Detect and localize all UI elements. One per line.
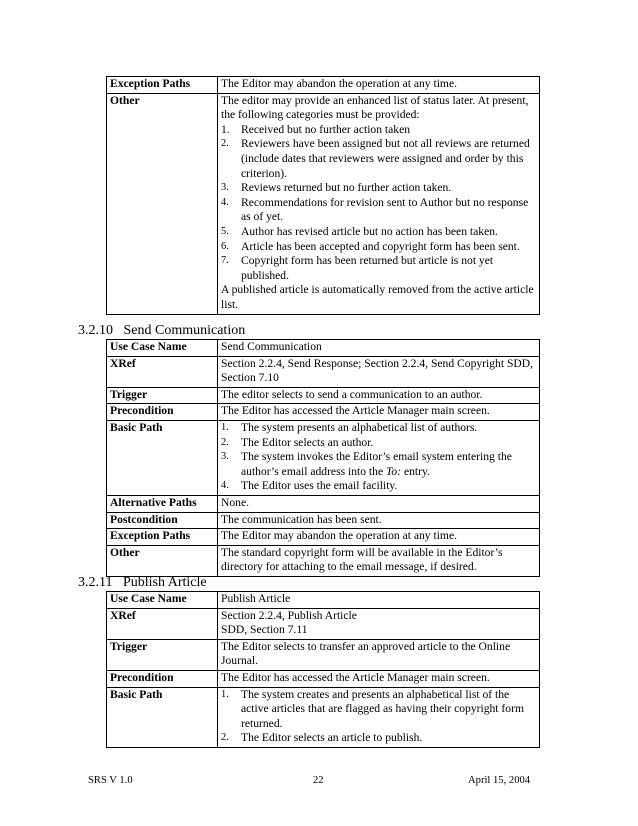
list-item: 1. Received but no further action taken [221, 122, 411, 136]
list-item: 3. The system invokes the Editor’s email system entering the author’s email address into the To: entry. [221, 450, 512, 478]
section-heading-publish-article: 3.2.11 Publish Article [78, 575, 207, 590]
row-value: Publish Article [218, 592, 540, 609]
list-item: 4. Recommendations for revision sent to Author but no response as of yet. [221, 195, 529, 224]
row-value [218, 687, 540, 747]
list-item: 1. The system presents an alphabetical list of authors. [221, 420, 478, 434]
footer-page-number: 22 [313, 775, 324, 786]
table-row [107, 639, 540, 670]
list-item: 5. Author has revised article but no action has been taken. [221, 224, 498, 238]
table-row [107, 512, 540, 529]
table-row [107, 687, 540, 747]
table-row [107, 420, 540, 495]
row-value: The Editor may abandon the operation at any time. [218, 77, 540, 94]
list-item: 2. Reviewers have been assigned but not all reviews are returned (include dates that reviewers were assigned and order by this criterion). [221, 137, 530, 180]
list-item: 7. Copyright form has been returned but article is not yet published. [221, 254, 494, 282]
row-label: Other [107, 93, 218, 314]
list-item: 1. The system creates and presents an alphabetical list of the active articles that are flagged as having their copyright form returned. [221, 687, 524, 730]
row-value: The Editor has accessed the Article Manager main screen. [218, 404, 540, 421]
row-label: Basic Path [107, 687, 218, 747]
row-value: Section 2.2.4, Send Response; Section 2.2.4, Send Copyright SDD, Section 7.10 [218, 356, 540, 387]
list-item: 3. Reviews returned but no further action taken. [221, 181, 452, 195]
table-continued [106, 76, 540, 315]
list-item: 2. The Editor selects an author. [221, 435, 374, 449]
table-row [107, 77, 540, 94]
table-row [107, 93, 540, 314]
table-row [107, 592, 540, 609]
status-category-list [221, 123, 537, 284]
table-row [107, 340, 540, 357]
footer-date: April 15, 2004 [468, 775, 531, 786]
other-outro: A published article is automatically removed from the active article list. [221, 283, 534, 311]
table-row [107, 545, 540, 576]
row-value: The Editor has accessed the Article Manager main screen. [218, 670, 540, 687]
row-label: Precondition [107, 670, 218, 687]
table-row [107, 404, 540, 421]
table-row [107, 608, 540, 639]
row-label: Use Case Name [107, 592, 218, 609]
row-value: The Editor may abandon the operation at any time. [218, 529, 540, 546]
table-row [107, 495, 540, 512]
row-label: Trigger [107, 387, 218, 404]
row-label: Postcondition [107, 512, 218, 529]
row-label: XRef [107, 608, 218, 639]
row-value [218, 420, 540, 495]
table-row [107, 387, 540, 404]
other-intro: The editor may provide an enhanced list of status later. At present, the following categories must be provided: [221, 93, 529, 122]
row-label: Alternative Paths [107, 495, 218, 512]
row-label: Other [107, 545, 218, 576]
row-value: The Editor selects to transfer an approved article to the Online Journal. [218, 639, 540, 670]
row-label: Basic Path [107, 420, 218, 495]
xref-line: Section 2.2.4, Publish Article [221, 608, 357, 622]
list-item: 4. The Editor uses the email facility. [221, 479, 398, 493]
row-value: The standard copyright form will be available in the Editor’s directory for attaching to the email message, if desired. [218, 545, 540, 576]
row-value: The communication has been sent. [218, 512, 540, 529]
basic-path-list [221, 688, 537, 746]
row-value: Send Communication [218, 340, 540, 357]
list-item: 2. The Editor selects an article to publish. [221, 731, 423, 745]
row-value: None. [218, 495, 540, 512]
table-publish-article [106, 591, 540, 748]
basic-path-list [221, 421, 537, 494]
row-label: Exception Paths [107, 529, 218, 546]
list-item: 6. Article has been accepted and copyright form has been sent. [221, 239, 520, 253]
footer-doc-version: SRS V 1.0 [88, 775, 133, 786]
row-label: Trigger [107, 639, 218, 670]
row-label: Precondition [107, 404, 218, 421]
section-heading-send-communication: 3.2.10 Send Communication [78, 323, 246, 338]
xref-line: SDD, Section 7.11 [221, 623, 308, 637]
table-row [107, 356, 540, 387]
row-label: Use Case Name [107, 340, 218, 357]
table-send-communication [106, 339, 540, 577]
table-row [107, 670, 540, 687]
table-row [107, 529, 540, 546]
row-value: The editor selects to send a communication to an author. [218, 387, 540, 404]
row-label: Exception Paths [107, 77, 218, 94]
row-value [218, 608, 540, 639]
row-value [218, 93, 540, 314]
row-label: XRef [107, 356, 218, 387]
